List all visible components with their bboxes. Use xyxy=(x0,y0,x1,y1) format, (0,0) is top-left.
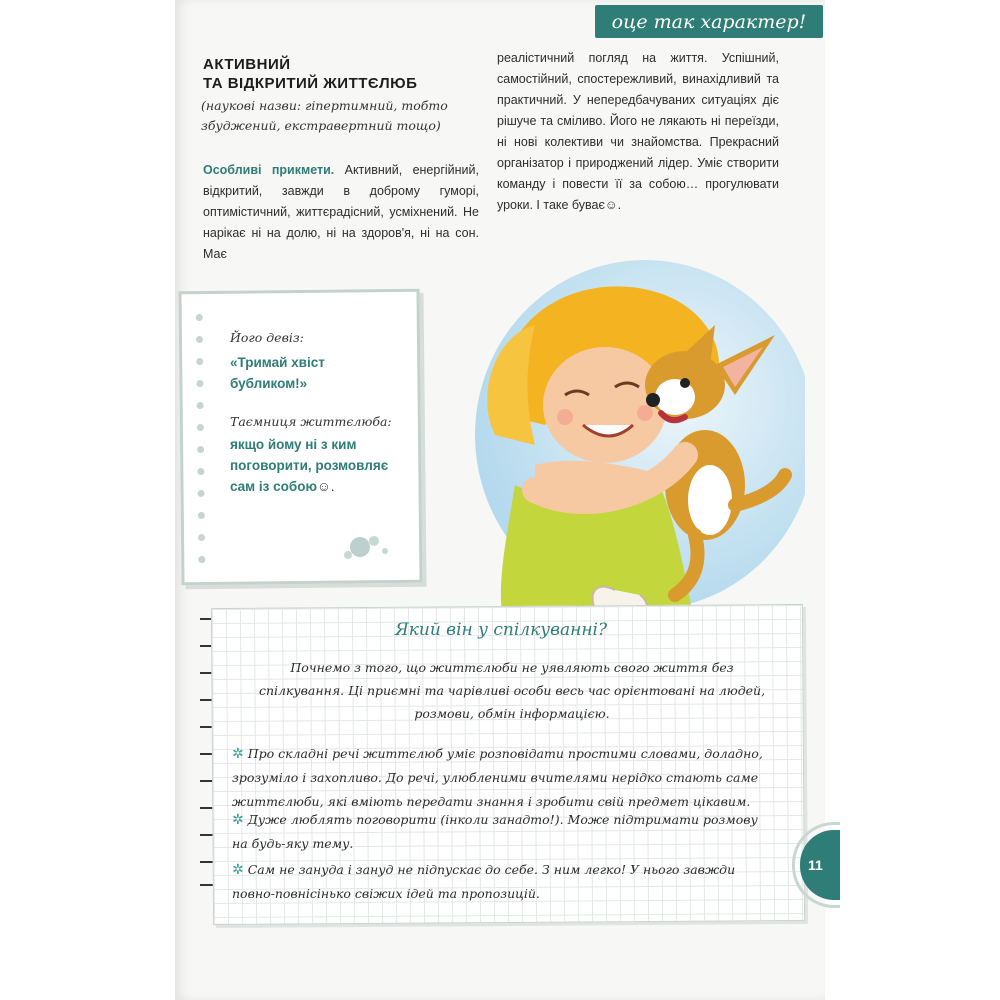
binder-hole xyxy=(198,534,205,541)
binder-hole xyxy=(196,314,203,321)
girl-hugging-puppy-illustration xyxy=(465,255,805,630)
binder-hole xyxy=(198,512,205,519)
binder-hole xyxy=(196,358,203,365)
bullet-text: Про складні речі життєлюб уміє розповідати простими словами, доладно, зрозуміло і захопливо. До речі, улюбленими вчителями нерідко стають саме життєлюби, які вміють передати знання і зробити свій предмет цікавим. xyxy=(232,746,763,809)
binder-hole xyxy=(198,490,205,497)
secret-body: якщо йому ні з ким поговорити, розмовляє сам із собою xyxy=(230,437,389,494)
communication-bullet xyxy=(232,742,772,814)
binder-hole xyxy=(196,336,203,343)
motto-text: «Тримай хвіст бубликом!» xyxy=(230,355,325,391)
features-text: Активний, енергійний, відкритий, завжди в доброму гуморі, оптимістичний, життєрадісний, усміхнений. Не нарікає ні на долю, ні на здоров'я, ні на сон. Має xyxy=(203,163,479,261)
binder-hole xyxy=(196,380,203,387)
heading-line-1: АКТИВНИЙ xyxy=(203,56,291,73)
features-paragraph xyxy=(203,160,479,265)
character-heading xyxy=(203,55,417,93)
section-title: оце так характер! xyxy=(611,10,807,33)
motto-label: Його девіз: xyxy=(230,330,304,345)
communication-intro: Почнемо з того, що життєлюби не уявляють свого життя без спілкування. Ці приємні та чарівливі особи весь час орієнтовані на людей, розмови, обмін інформацією. xyxy=(258,660,766,721)
binder-hole xyxy=(197,468,204,475)
ink-splash-icon xyxy=(330,525,400,565)
heading-line-2: ТА ВІДКРИТИЙ ЖИТТЄЛЮБ xyxy=(203,75,418,92)
communication-title: Який він у спілкуванні? xyxy=(395,620,608,640)
binder-hole xyxy=(197,402,204,409)
scientific-names: (наукові назви: гіпертимний, тобто збуджений, екстравертний тощо) xyxy=(201,98,448,133)
page-number: 11 xyxy=(808,857,823,873)
communication-bullet xyxy=(232,858,772,906)
bullet-text: Сам не зануда і зануд не підпускає до себе. З ним легко! У нього завжди повно-повнісінько свіжих ідей та пропозицій. xyxy=(232,862,736,901)
features-lead: Особливі прикмети. xyxy=(203,163,335,177)
binder-hole xyxy=(197,424,204,431)
splat-star-icon: ✲ xyxy=(232,812,244,828)
binder-hole xyxy=(197,446,204,453)
bullet-text: Дуже люблять поговорити (інколи занадто!). Може підтримати розмову на будь-яку тему. xyxy=(232,812,758,851)
secret-text xyxy=(230,434,400,497)
smiley-tail: ☺. xyxy=(317,479,335,494)
splat-star-icon: ✲ xyxy=(232,862,244,878)
section-title-tab xyxy=(595,5,823,38)
binder-hole xyxy=(198,556,205,563)
secret-label: Таємниця життєлюба: xyxy=(230,414,392,429)
communication-bullet xyxy=(232,808,772,856)
splat-star-icon: ✲ xyxy=(232,746,244,762)
continuation-paragraph: реалістичний погляд на життя. Успішний, самостійний, спостережливий, винахідливий та практичний. У непередбачуваних ситуаціях діє рішуче та сміливо. Його не лякають ні переїзди, ні нові колективи чи знайомства. Прекрасний організатор і природжений лідер. Уміє створити команду і повести її за собою… прогулювати уроки. І таке буває☺. xyxy=(497,51,779,212)
